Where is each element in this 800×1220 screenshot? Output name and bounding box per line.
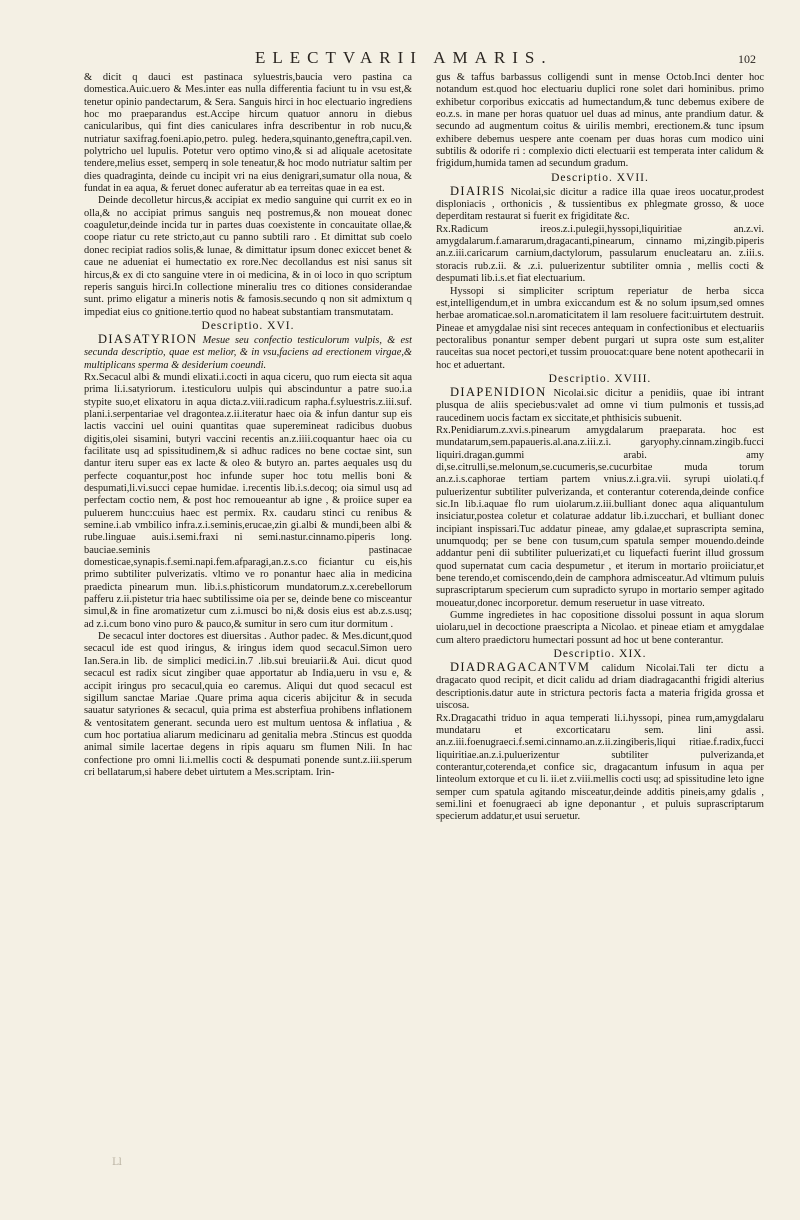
entry-title: DIAPENIDION bbox=[450, 384, 547, 399]
entry-text: Nicolai,sic dicitur a radice illa quae ireos uocatur,prodest disploniacis , orthonicis , & tussientibus ex phlegmate grosso, & uoce deperditam restaurat si fuerit ex frigiditate &c. bbox=[436, 186, 764, 223]
entry-title: DIAIRIS bbox=[450, 183, 506, 198]
entry-text: Mesue seu confectio testiculorum vulpis, & est secunda descriptio, quae est melior, & in vsu,faciens ad erectionem virgae,& multiplicans sperma & desiderium coeundi. bbox=[84, 334, 412, 371]
entry-title: DIASATYRION bbox=[98, 331, 198, 346]
running-head: ELECTVARII AMARIS. bbox=[255, 48, 553, 67]
section-heading: Descriptio. XVIII. bbox=[548, 372, 652, 385]
entry-text: Nicolai.sic dicitur a penidiis, quae ibi intrant plusqua de aliis speciebus:valet ad omne vi tium pulmonis et tussis,ad raucedinem uocis factam ex siccitate,et phthisicis subuenit. bbox=[436, 387, 764, 424]
paragraph: gus & taffus barbassus colligendi sunt in mense Octob.Inci denter hoc notandum est.quod hoc electuariu duplici rone solet dari hominibus. primo exhibetur corporibus exiccatis ad humectandum,& tunc debemus exibere de eo.z.s. in mane per horas quatuor uel duas ad minus, ante prandium datur. & secundo ad augmentum coitus & uirilis membri, erectionem.& tunc ipsum exhibere debemus uespere ante coenam per duas horas cum modico uini subtilis & odorife ri : complexio dicti electuarii est temperata inter calidum & frigidum,humida tamen ad secundum gradum. bbox=[436, 72, 764, 170]
text-columns bbox=[84, 72, 764, 1162]
paragraph bbox=[436, 386, 764, 425]
recipe-paragraph: Rx.Penidiarum.z.xvi.s.pinearum amygdalarum praeparata. hoc est mundatarum,sem.papaueris.al.ana.z.iii.z.i. garyophy.cinnam.zingib.fucci liquiri.dragan.gummi arabi. amy di,se.citrulli,se.melonum,se.cucumeris,se.cucurbitae muda torum an.z.i.s.caphorae tertiam partem vnius.z.i.gra.vii. syrupi uiolati.q.f puluerizentur subtiliter pulverizanda, et conterantur coterenda,deinde confice sic.In lib.i.aquae flo rum uiolarum.z.iii.bulliant donec aqua aliquantulum insiciatur,postea coletur et colaturae addatur lib.i.zucchari, et bulliant donec incipiant inspissari.Tuc addatur pineae, amy gdalae,et suprascripta semina, unumquodq; per se bene con tusum,cum spatula semper mouendo.deinde addantur peni dii subtiliter puluerizati,et cu liquefacti fuerint illud grossum quod supernatat cum cacia despumetur , et iterum in mortario proiiciatur,et bene terendo,et comiscendo,dein de camphora admisceatur.Ad vltimum puluis suprascriptarum specierum cum supradicto syrupo in mortario semper agitado moueatur,donec incorporetur. demum reseruetur in uase vitreato. bbox=[436, 424, 764, 609]
paragraph bbox=[436, 661, 764, 712]
left-column bbox=[84, 72, 412, 1162]
recipe-paragraph: Rx.Radicum ireos.z.i.pulegii,hyssopi,liquiritiae an.z.vi. amygdalarum.f.amararum,dragacanti,pinearum, cinnamo mi,zingib.piperis an.z.iii.caricarum carnium,dactylorum, passularum enucleataru an. z.iii.s. storacis rub.z.ii. & .z.i. puluerizentur subtiliter omnia , mellis cocti & despumati lib.i.s.et fiat electuarium. bbox=[436, 223, 764, 285]
page-header bbox=[0, 48, 800, 70]
section-heading: Descriptio. XVII. bbox=[551, 171, 649, 184]
paragraph: Hyssopi si simpliciter scriptum reperiatur de herba sicca est,intelligendum,et in umbra exiccandum est & no solum ipsum,sed omnes herbae aromaticae.sol.n.aromaticitatem il lam resoluere facit:uirtutem destruit. Pineae et amygdalae nisi sint receces antequam in confectionibus et electuariis pectoralibus ponantur semper debent purgari ut supra oste sum est,aliter rauceitas sua nocet pectori,et tussim prouocat:quare bene notent apothecarii in hoc et aduertant. bbox=[436, 285, 764, 371]
signature-mark: Ll bbox=[112, 1157, 122, 1168]
entry-text: calidum Nicolai.Tali ter dictu a dragacato quod recipit, et dicit calidu ad driam diadragacanthi frigidi alterius descriptionis.datur aute in strictura pectoris facta a materia frigida grossa et uiscosa. bbox=[436, 663, 764, 712]
paragraph bbox=[436, 185, 764, 224]
paragraph: Deinde decolletur hircus,& accipiat ex medio sanguine qui currit ex eo in olla,& no accipiat primus sanguis neq postremus,& non moueat donec coaguletur,deinde incida tur in partes duas coexistente in concauitate ollae,& coope riatur cu rete stricto,aut cu panno subtili raro . Et dimittat sub coelo donec recipiat radios solis,& lunae, & dimittatur ipsum donec exiccet benet & caue ne adueniat ei humectatio ex rore.Nec decollandus est nisi sanus sit hircus,& ex di cto sanguine vtere in oi medicina, & in oi loco in quo scriptum reperis sanguis hirci.In collectione mineraliu tres co ditiones considerandae sunt. primo eligatur a mineris notis & famosis.secundo q non sit admixtum q impediat eius co gnitione.tertio quod no habeat substantiam transmutatam. bbox=[84, 195, 412, 318]
recipe-paragraph: Rx.Dragacathi triduo in aqua temperati li.i.hyssopi, pinea rum,amygdalaru mundataru et excorticataru sem. lini assi. an.z.iii.foenugraeci.f.semi.cinnamo.an.z.ii.zingiberis,liqui ritiae.f.radix,fucci liquiritiae.an.z.i.puluerizentur subtiliter pulverizanda,et conterantur,coterenda,et confice sic, dragacantum infusum in aqua per linteolum extorque et cu li. ii.et z.viii.mellis cocti usq; ad spissitudine leto igne semper cum spatula agitando misceatur,deinde additis pineis,amy gdalis , semi.lini et foenugraeci ab igne deponantur , et puluis suprascriptarum specierum addatur,et usui seruetur. bbox=[436, 712, 764, 823]
section-heading: Descriptio. XIX. bbox=[553, 648, 647, 661]
paragraph: Gumme ingredietes in hac copositione dissolui possunt in aqua slorum uiolaru,uel in decoctione praescripta a Nicolao. et pineae etiam et amygdalae cum altero praedictoru humectari possunt ad hoc ut bene conterantur. bbox=[436, 610, 764, 646]
paragraph bbox=[84, 333, 412, 372]
entry-title: DIADRAGACANTVM bbox=[450, 660, 591, 675]
paragraph: De secacul inter doctores est diuersitas . Author padec. & Mes.dicunt,quod secacul ide est quod iringus, & iringus idem quod secacul.Simon uero Ian.Sera.in lib. de simplici medici.in.7 .lib.sui breuiarii.& Aui. dicut quod secacul est radix sicut zingiber quae apportatur ab India,ueru in vsu e, & accipit iringus pro secacul,quia eo caremus. Aliqui dut quod secacul est sigillum sanctae Mariae .Quare prima aqua ciceris abijcitur & in secuda sauatur satyriones & secacul, quia prima est absterfiua prohibens inflationem & ventositatem generant. secunda uero est multum uentosa & inflatiua , & cum hoc portatiua aliarum medicinaru ad genitalia mebra .Stincus est quodda animal simile lacertae degens in ripis aquaru sm flumen Nili. In hac confectione pro omni li.i.mellis cocti & despumati ponende sunt.z.iii.sperum cri bellatarum,si habere debet uirtutem a Mes.scriptam. Irin- bbox=[84, 631, 412, 778]
section-heading: Descriptio. XVI. bbox=[201, 319, 295, 332]
page-number: 102 bbox=[738, 52, 756, 66]
paragraph: & dicit q dauci est pastinaca syluestris,baucia vero pastina ca domestica.Auic.uero & Mes.inter eas nulla differentia faciunt tu in vsu est,& tenetur opinio pandectarum, & Sera. Sanguis hirci in hoc electuario ingrediens hoc mo praeparandus est.Accipe hircum quatuor annoru in diebus canicularibus, qui fint dies caniculares infra describentur in rob nucu,& nutriatur saxifrag.foeni.apio,petro. puleg. hedera,squinanto,geneftra,capil.ven. polytricho uel lupulis. Potetur vero optimo vino,& si ad aliquale acetositate tendere,melius esset, semperq in sole teneatur,& hoc modo nutriatur saltim per dies quadraginta, deinde cu incipit vri na eius denigrari,sumatur olla noua, & fundat in ea aqua, & feruet donec auferatur ab ea terreitas quae in ea est. bbox=[84, 72, 412, 195]
recipe-paragraph: Rx.Secacul albi & mundi elixati.i.cocti in aqua ciceru, quo rum eiecta sit aqua prima li.i.satyriorum. i.testiculoru uulpis qui abscinduntur a patre suo.i.a stypite suo,et elixatoru in aqua dicta.z.viii.radicum rapha.f.syluestris.z.iii.suf. plani.i.serpentariae vel dragontea.z.ii.iteratur haec oia & infun dantur sup eis lactis vaccini uel ouini quantitas quae superemineat radicibus duobus digitis,olei sisamini, butyri vaccini recentis an.z.iiii.coquantur haec oia cu facilitate usq ad spissitudinem,& si adhuc radices no bene coctae sint, sun dantur iteru super eas ex lacte & oleo & butyro an. partes aequales usq du perfecte coquantur,post hoc infunde super hoc totu mellis boni & despumati,li.vi.succi cepae humidae. i.recentis lib.i.s.decoq; oia simul usq ad perfectam coctio nem, & post hoc remoueantur ab igne , & proiice super ea puluerem hunc:cuius haec est permix. Rx. caudaru stinci cu renibus & semine.i.ab vmbilico infra.z.i.seminis,erucae,zin gi.albi & mundi,been albi & rube.linguae auis.i.semi.fraxi ni semi.nastur.cinnamo.piperis long. bauciae.seminis pastinacae domesticae,synapis.f.semi.napi.fem.afparagi,an.z.s.co ficiantur cu eis,his primo subtiliter pulverizatis. vltimo ve ro ponantur haec alia in medicina praedicta pinearum mun. lib.i.s.phisticorum mundatorum.z.x.cerebellorum pafferu z.ii.pistetur tria haec subtilissime oia per se, deinde bene co misceantur simul,& in fine aromatizetur cum z.i.musci bo ni,& dosis eius est ab.z.s.usq; ad z.i.cum bono vino puro & pauco,& sumitur in sero cum itur dormitum . bbox=[84, 371, 412, 630]
right-column bbox=[436, 72, 764, 1162]
